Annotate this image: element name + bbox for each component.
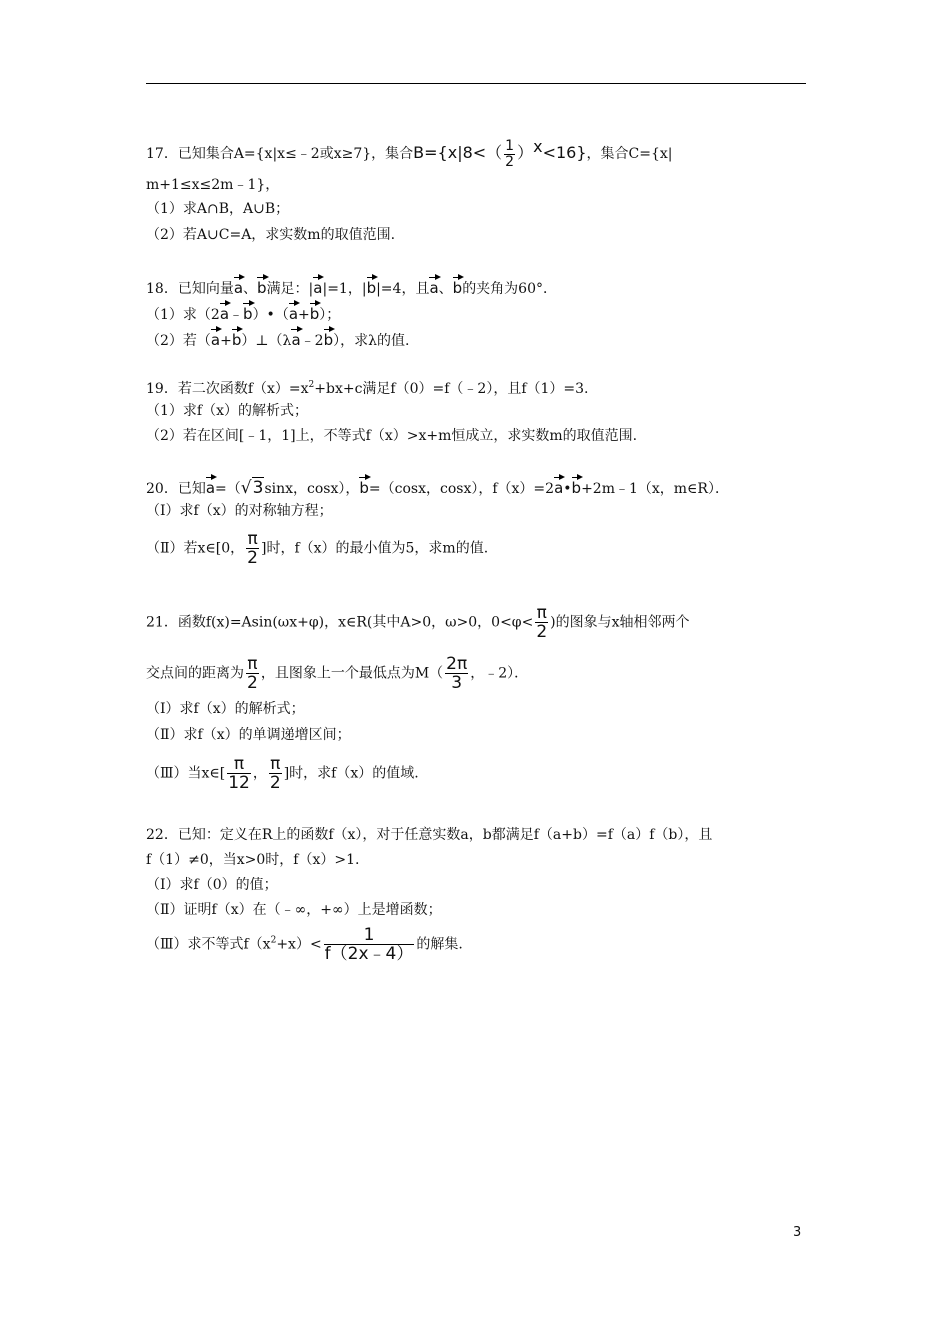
q22-line2: f（1）≠0，当x>0时，f（x）>1. — [146, 852, 360, 868]
vector-a: a — [211, 327, 220, 347]
header-rule — [146, 83, 806, 84]
pi-over-2-fraction: $\frac{\pi}{2}$ — [269, 754, 281, 793]
page-number: 3 — [793, 1225, 802, 1240]
q18-part1: （1）求（2a﹣b）•（a+b）； — [146, 301, 340, 324]
vector-b: b — [572, 475, 582, 495]
q22-line1: 22．已知：定义在R上的函数f（x），对于任意实数a，b都满足f（a+b）=f（a）f（b），且 — [146, 827, 713, 843]
q17-part2: （2）若A∪C=A，求实数m的取值范围. — [146, 227, 396, 243]
q20-part1: （Ⅰ）求f（x）的对称轴方程； — [146, 503, 333, 519]
vector-a: a — [220, 301, 229, 321]
vector-a: a — [289, 301, 298, 321]
vector-a: a — [313, 275, 322, 295]
q21-line1: 21．函数f(x)=Asin(ωx+φ)，x∈R(其中A>0，ω>0，0<φ< $\frac{\pi}{2}$ )的图象与x轴相邻两个 — [146, 603, 690, 642]
vector-a: a — [291, 327, 300, 347]
q21-part3: （Ⅲ）当x∈[ $\frac{\pi}{12}$ ， $\frac{\pi}{2}$ ]时，求f（x）的值域. — [146, 754, 419, 793]
vector-a: a — [554, 475, 563, 495]
vector-b: b — [232, 327, 242, 347]
pi-over-2-fraction: $\frac{\pi}{2}$ — [247, 654, 258, 693]
vector-b: b — [367, 275, 377, 295]
q22-part2: （Ⅱ）证明f（x）在（﹣∞，+∞）上是增函数； — [146, 902, 442, 918]
q19-part2: （2）若在区间[﹣1，1]上，不等式f（x）>x+m恒成立，求实数m的取值范围. — [146, 428, 638, 444]
sqrt-3: √3 — [240, 478, 264, 498]
q22-part3: （Ⅲ）求不等式$f(x^2+x)<$ $\frac{1}{f(2x﹣4)}$ 的解集. — [146, 925, 463, 964]
q21-line2: 交点间的距离为 $\frac{\pi}{2}$ ，且图象上一个最低点为M（ $\frac{2\pi}{3}$ ，﹣2）． — [146, 654, 529, 693]
q19-line1: 19．若二次函数$f(x)=x^2+bx+c$满足f（0）=f（﹣2），且f（1）=3. — [146, 380, 589, 397]
pi-over-2-fraction: $\frac{\pi}{2}$ — [247, 529, 258, 568]
reciprocal-fraction: $\frac{1}{f(2x﹣4)}$ — [324, 925, 414, 964]
q17-line1: 17．已知集合A={x|x≤﹣2或x≥7}，集合B={x|8<（ $\frac{1}{2}$ ）$^x$<16}，集合C={x| — [146, 137, 673, 170]
q21-part2: （Ⅱ）求f（x）的单调递增区间； — [146, 727, 351, 743]
q19-part1: （1）求f（x）的解析式； — [146, 403, 308, 419]
q17-line2: m+1≤x≤2m﹣1}， — [146, 177, 280, 193]
q18-part2: （2）若（a+b）⊥（λa﹣2b），求λ的值. — [146, 327, 409, 350]
pi-over-2-fraction: $\frac{\pi}{2}$ — [536, 603, 548, 642]
two-pi-over-3-fraction: $\frac{2\pi}{3}$ — [446, 654, 468, 693]
vector-a: a — [234, 275, 243, 295]
vector-b: b — [310, 301, 320, 321]
vector-b: b — [257, 275, 267, 295]
q20-line1: 20．已知a=（√3sinx，cosx），b=（cosx，cosx），f（x）=2a•b+2m﹣1（x，m∈R）． — [146, 475, 729, 498]
vector-a: a — [206, 475, 215, 495]
vector-b: b — [453, 275, 463, 295]
pi-over-12-fraction: $\frac{\pi}{12}$ — [228, 754, 250, 793]
q18-line1: 18．已知向量a、b满足：|a|=1，|b|=4，且a、b的夹角为60°． — [146, 275, 557, 298]
q17-part1: （1）求A∩B，A∪B； — [146, 201, 290, 217]
vector-b: b — [243, 301, 253, 321]
q21-part1: （Ⅰ）求f（x）的解析式； — [146, 701, 305, 717]
vector-a: a — [429, 275, 438, 295]
q22-part1: （Ⅰ）求f（0）的值； — [146, 877, 278, 893]
q17-half-fraction: $\frac{1}{2}$ — [505, 137, 515, 170]
vector-b: b — [324, 327, 334, 347]
q20-part2: （Ⅱ）若x∈[0， $\frac{\pi}{2}$ ]时，f（x）的最小值为5，求m的值. — [146, 529, 489, 568]
vector-b: b — [359, 475, 369, 495]
